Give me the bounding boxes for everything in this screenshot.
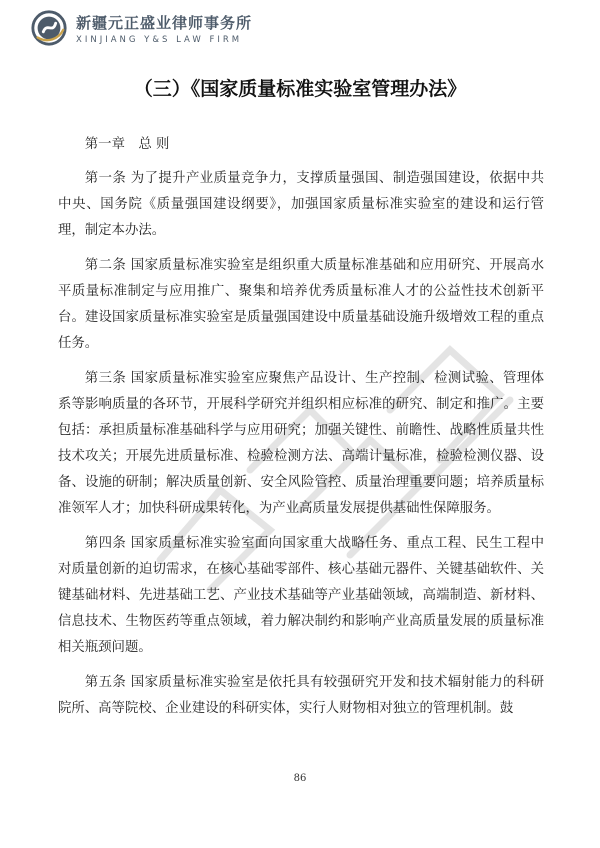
page-title: （三）《国家质量标准实验室管理办法》: [133, 78, 467, 100]
article-paragraph: 第四条 国家质量标准实验室面向国家重大战略任务、重点工程、民生工程中对质量创新的迫切需求，在核心基础零部件、核心基础元器件、关键基础软件、关键基础材料、先进基础工艺、产业技术基础等产业基础领域，高端制造、新材料、信息技术、生物医药等重点领域，着力解决制约和影响产业高质量发展的质量标准相关瓶颈问题。: [58, 536, 544, 655]
page-number: 86: [293, 773, 307, 784]
firm-name-en: XINJIANG Y&S LAW FIRM: [76, 34, 243, 45]
article-paragraph: 第三条 国家质量标准实验室应聚焦产品设计、生产控制、检测试验、管理体系等影响质量的各环节，开展科学研究并组织相应标准的研究、制定和推广。主要包括：承担质量标准基础科学与应用研究；加强关键性、前瞻性、战略性质量共性技术攻关；开展先进质量标准、检验检测方法、高端计量标准，检验检测仪器、设备、设施的研制；解决质量创新、安全风险管控、质量治理重要问题；培养质量标准领军人才；加快科研成果转化，为产业高质量发展提供基础性保障服务。: [58, 371, 544, 516]
article-paragraph: 第二条 国家质量标准实验室是组织重大质量标准基础和应用研究、开展高水平质量标准制定与应用推广、聚集和培养优秀质量标准人才的公益性技术创新平台。建设国家质量标准实验室是质量强国建设中质量基础设施升级增效工程的重点任务。: [58, 258, 544, 351]
chapter-heading: 第一章 总 则: [84, 137, 170, 152]
firm-name: [76, 12, 252, 45]
article-paragraph: 第五条 国家质量标准实验室是依托具有较强研究开发和技术辐射能力的科研院所、高等院校、企业建设的科研实体，实行人财物相对独立的管理机制。鼓: [58, 675, 544, 716]
letterhead: [30, 8, 252, 48]
firm-logo-icon: [30, 9, 68, 47]
document-body: [58, 132, 544, 731]
article-paragraph: 第一条 为了提升产业质量竞争力，支撑质量强国、制造强国建设，依据中共中央、国务院《质量强国建设纲要》，加强国家质量标准实验室的建设和运行管理，制定本办法。: [58, 171, 544, 238]
firm-name-cn: 新疆元正盛业律师事务所: [76, 13, 253, 32]
